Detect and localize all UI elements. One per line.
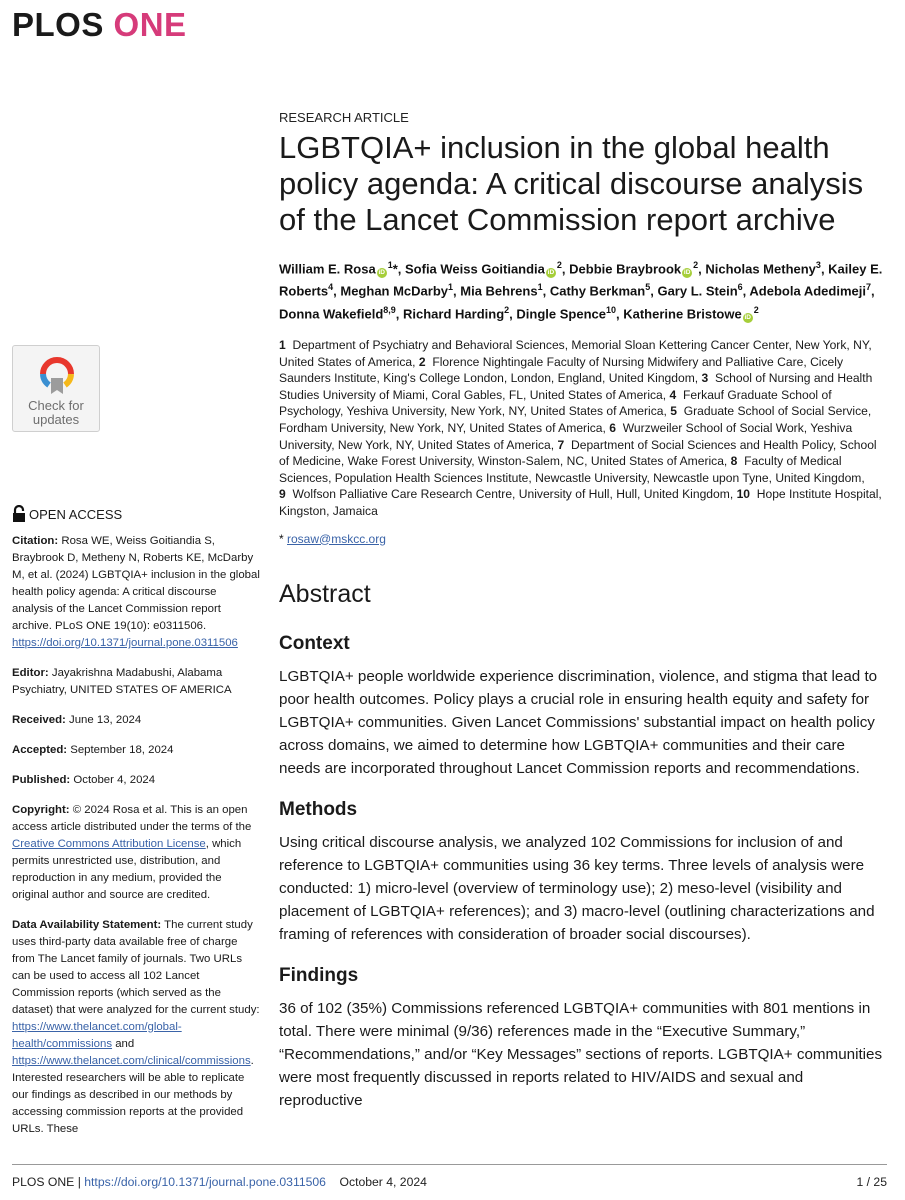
author[interactable]: Donna Wakefield (279, 305, 384, 321)
author-affiliation-number: 2 (556, 260, 562, 270)
author[interactable]: Dingle Spence (516, 305, 606, 321)
author-affiliation-number: 2 (753, 304, 759, 315)
logo-plos: PLOS (12, 6, 104, 43)
author[interactable]: Kailey E. Roberts (279, 261, 883, 299)
affiliation-text: Ferkauf Graduate School of Psychology, Yeshiva University, New York, NY, United States of America, (279, 387, 832, 419)
author-affiliation-number: 8,9 (383, 304, 396, 315)
corresponding-email: * rosaw@mskcc.org (279, 531, 386, 546)
author[interactable]: Sofia Weiss Goitiandia (405, 261, 545, 277)
section-text: 36 of 102 (35%) Commissions referenced LGBTQIA+ communities with 801 mentions in total. There were minimal (9/36) references made in the “Executive Summary,” “Recommendations,” and/or “Key Messages” sections of reports. LGBTQIA+ communities were most frequently discussed in reports related to HIV/AIDS and sexual and reproductive (279, 999, 883, 1109)
logo-one: ONE (113, 6, 187, 43)
author[interactable]: Nicholas Metheny (705, 261, 816, 277)
orcid-icon[interactable]: iD (547, 269, 555, 277)
page-footer (12, 1164, 887, 1193)
author-affiliation-number: 4 (328, 282, 334, 293)
affiliations (279, 337, 885, 520)
author-affiliation-number: 5 (645, 282, 651, 293)
journal-logo[interactable] (12, 6, 187, 44)
author-affiliation-number: 7 (865, 282, 871, 293)
affiliation-text: Faculty of Medical Sciences, Population Health Sciences Institute, Newcastle University, Newcastle upon Tyne, United Kingdom, (279, 454, 865, 485)
author[interactable]: Gary L. Stein (657, 283, 738, 299)
author-list: William E. Rosa $iD^1*$, Sofia Weiss Goitiandia $iD^2$, Debbie Braybrook $iD^2$, Nicholas Metheny$^3$, Kailey E. Roberts$^4$, Meghan McDarby$^1$, Mia Behrens$^1$, Cathy Berkman$^5$, Gary L. Stein$^6$, Adebola Adedimeji$^7$, Donna Wakefield$^{8,9}$, Richard Harding$^2$, Dingle Spence$^{10}$, Katherine Bristowe $iD^2$ (279, 260, 883, 321)
open-access-label: OPEN ACCESS (29, 506, 123, 522)
orcid-icon[interactable]: iD (378, 269, 385, 277)
author[interactable]: Debbie Braybrook (569, 261, 682, 277)
footer-doi-link[interactable]: https://doi.org/10.1371/journal.pone.0311506 (84, 1175, 326, 1189)
copyright: Copyright: © 2024 Rosa et al. This is an open access article distributed under the terms of the Creative Commons Attribution License, which permits unrestricted use, distribution, and reproduction in any medium, provided the original author and source are credited. (12, 804, 252, 901)
global-health-commissions-link[interactable]: https://www.thelancet.com/global-health/commissions (12, 1021, 182, 1050)
author-affiliation-number: 2 (693, 260, 699, 270)
corresponding-star: * (392, 261, 398, 277)
author-affiliation-number: 10 (605, 304, 616, 315)
affiliation-number: 4 (669, 387, 677, 402)
affiliation-number: 5 (670, 404, 677, 419)
author[interactable]: Cathy Berkman (549, 283, 646, 299)
email-link[interactable]: rosaw@mskcc.org (287, 531, 386, 546)
author[interactable]: Katherine Bristowe (623, 305, 742, 321)
section-heading: Findings (279, 964, 359, 986)
citation: Citation: Rosa WE, Weiss Goitiandia S, Braybrook D, Metheny N, Roberts KE, McDarby M, et al. (2024) LGBTQIA+ inclusion in the global health policy agenda: A critical discourse analysis of the Lancet Commission report archive. PLoS ONE 19(10): e0311506. https://doi.org/10.1371/journal.pone.0311506 (12, 535, 260, 649)
affiliation-number: 6 (609, 420, 616, 435)
article-type: RESEARCH ARTICLE (279, 110, 409, 125)
main-content (279, 110, 885, 1131)
affiliation-number: 3 (701, 371, 709, 386)
author[interactable]: Meghan McDarby (340, 283, 449, 299)
affiliation-number: 9 (279, 487, 286, 502)
orcid-icon[interactable]: iD (683, 269, 691, 277)
author[interactable]: William E. Rosa (279, 261, 376, 277)
affiliation-text: Florence Nightingale Faculty of Nursing Midwifery and Palliative Care, Cicely Saunders Institute, King's College London, London, England, United Kingdom, (279, 354, 843, 386)
abstract-sections (279, 633, 885, 1112)
open-access (12, 505, 260, 523)
affiliation-text: Hope Institute Hospital, Kingston, Jamaica (279, 487, 882, 518)
license-link[interactable]: Creative Commons Attribution License (12, 838, 206, 850)
open-lock-icon (12, 505, 26, 523)
footer-left: PLOS ONE | https://doi.org/10.1371/journal.pone.0311506 October 4, 2024 (12, 1175, 427, 1189)
clinical-commissions-link[interactable]: https://www.thelancet.com/clinical/commissions (12, 1055, 251, 1067)
author-affiliation-number: 1 (448, 282, 454, 293)
editor: Editor: Jayakrishna Madabushi, Alabama Psychiatry, UNITED STATES OF AMERICA (12, 667, 232, 696)
received: Received: June 13, 2024 (12, 714, 142, 726)
published: Published: October 4, 2024 (12, 774, 156, 786)
affiliation-number: 7 (557, 437, 565, 452)
section-text: LGBTQIA+ people worldwide experience discrimination, violence, and stigma that lead to poor health outcomes. Policy plays a crucial role in ensuring health equity and safety for LGBTQIA+ communities. Given Lancet Commissions' substantial impact on health policy across domains, we aimed to determine how LGBTQIA+ communities and their care needs are incorporated throughout Lancet Commission reports and recommendations. (279, 667, 878, 777)
citation-doi-link[interactable]: https://doi.org/10.1371/journal.pone.0311506 (12, 637, 238, 649)
accepted: Accepted: September 18, 2024 (12, 744, 174, 756)
affiliation-text: Graduate School of Social Service, Fordham University, New York, NY, United States of America, (279, 404, 872, 435)
author[interactable]: Adebola Adedimeji (749, 283, 866, 299)
author-affiliation-number: 2 (504, 304, 510, 315)
footer-journal: PLOS ONE (12, 1175, 75, 1189)
footer-date: October 4, 2024 (339, 1175, 427, 1189)
sidebar (12, 505, 260, 1151)
author[interactable]: Mia Behrens (460, 283, 538, 299)
section-text: Using critical discourse analysis, we analyzed 102 Commissions for inclusion of and reference to LGBTQIA+ communities using 36 key terms. Three levels of analysis were conducted: 1) micro-level (overview of terminology use); 2) meso-level (visibility and placement of LGBTQIA+ references); and 3) macro-level (outlining characterizations and framing of references with consideration of broader social discourses). (279, 833, 875, 943)
article-title: LGBTQIA+ inclusion in the global health policy agenda: A critical discourse analysis of the Lancet Commission report archive (279, 130, 864, 237)
affiliation-number: 10 (736, 487, 751, 502)
author[interactable]: Richard Harding (403, 305, 505, 321)
affiliation-number: 1 (279, 337, 286, 352)
author-affiliation-number: 6 (737, 282, 743, 293)
author-affiliation-number: 3 (815, 260, 821, 270)
badge-label: Check for updates (28, 398, 84, 427)
affiliation-text: Wurzweiler School of Social Work, Yeshiva University, New York, NY, United States of America, (279, 420, 853, 452)
affiliation-text: Department of Psychiatry and Behavioral Sciences, Memorial Sloan Kettering Cancer Center, New York, NY, United States of America, (279, 337, 872, 369)
author-affiliation-number: 1 (387, 260, 393, 270)
affiliation-text: Department of Social Sciences and Health Policy, School of Medicine, Wake Forest University, Winston-Salem, NC, United States of America, (279, 437, 877, 469)
orcid-icon[interactable]: iD (744, 313, 751, 321)
data-availability: Data Availability Statement: The current study uses third-party data available free of charge from The Lancet family of journals. Two URLs can be used to access all 102 Lancet Commission reports (which served as the dataset) that were analyzed for the current study: https://www.thelancet.com/global-health/commissions and https://www.thelancet.com/clinical/commissions. Interested researchers will be able to replicate our findings as described in our methods by accessing commission reports at the provided URLs. These (12, 919, 260, 1135)
affiliation-text: Wolfson Palliative Care Research Centre, University of Hull, Hull, United Kingdom, (292, 487, 734, 502)
author-affiliation-number: 1 (537, 282, 543, 293)
abstract-heading: Abstract (279, 579, 371, 608)
crossmark-icon (37, 354, 77, 396)
section-heading: Context (279, 632, 350, 654)
section-heading: Methods (279, 798, 358, 820)
page-number: 1 / 25 (856, 1175, 887, 1189)
affiliation-number: 2 (418, 354, 426, 369)
affiliation-number: 8 (730, 454, 738, 469)
check-for-updates-badge[interactable] (12, 345, 100, 432)
affiliation-text: School of Nursing and Health Studies University of Miami, Coral Gables, FL, United States of America, (279, 371, 873, 402)
